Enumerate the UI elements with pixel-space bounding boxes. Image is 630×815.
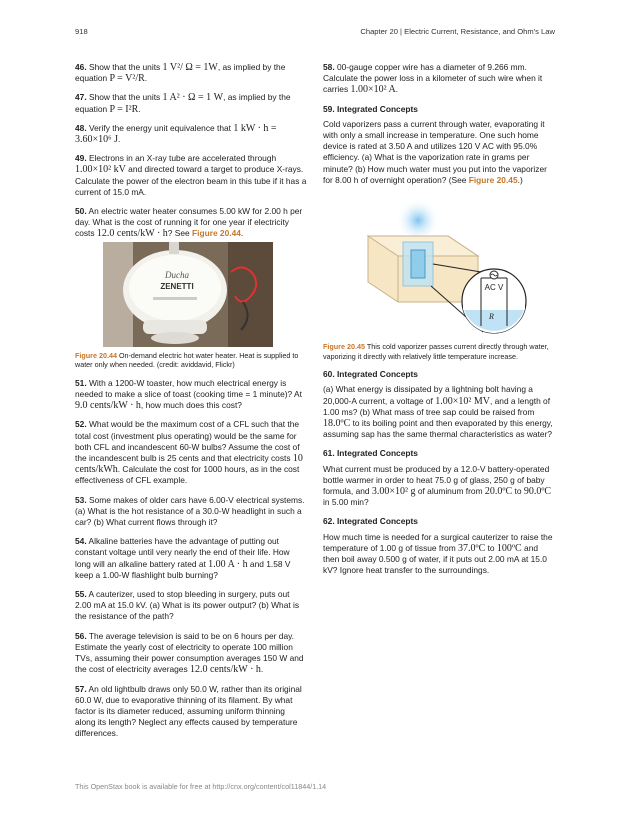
problem-52: 52. What would be the maximum cost of a CFL such that the total cost (investment plus operating) would be the same for both CFL and incandescent 60-W bulbs? Assume the cost of the incandescent bulb is 25 cents and that electricity costs 10 cents/kWh. Calculate the cost for 1000 hours, as in the cost effectiveness of CFL example.	[75, 419, 303, 486]
problem-58: 58. 00-gauge copper wire has a diameter of 9.266 mm. Calculate the power loss in a kilometer of such wire when it carries 1.00×10² A.	[323, 62, 543, 96]
vaporizer-diagram	[323, 194, 555, 336]
problem-49: 49. Electrons in an X-ray tube are accelerated through 1.00×10² kV and directed toward a target to produce X-rays. Calculate the power of the electron beam in this tube if it has a current of 15.0 mA.	[75, 153, 307, 197]
problem-56: 56. The average television is said to be on 6 hours per day. Estimate the yearly cost of electricity to operate 100 million TVs, assuming their power consumption averages 150 W and the cost of electricity averages 12.0 cents/kW · h.	[75, 630, 304, 676]
figure-20-45-link[interactable]: Figure 20.45	[468, 174, 518, 185]
left-column	[75, 62, 307, 748]
heater-brand-line2: ZENETTI	[160, 281, 194, 291]
water-heater-photo	[103, 242, 273, 347]
vaporizer-illustration	[323, 194, 555, 336]
problem-54: 54. Alkaline batteries have the advantage of putting out constant voltage until very nearly the end of their life. How long will an alkaline battery rated at 1.00 A · h and 1.58 V keep a 1.00-W flashlight bulb burning?	[75, 536, 291, 580]
problem-57: 57. An old lightbulb draws only 50.0 W, rather than its original 60.0 W, due to evaporative thinning of its filament. By what factor is its diameter reduced, assuming uniform thinning along its length? Neglect any effects caused by temperature differences.	[75, 683, 302, 739]
problem-50: 50. An electric water heater consumes 5.00 kW for 2.00 h per day. What is the cost of running it for one year if electricity costs 12.0 cents/kW · h? See Figure 20.44.	[75, 206, 303, 240]
problem-62: How much time is needed for a surgical cauterizer to raise the temperature of 1.00 g of tissue from 37.0ºC to 100ºC and then boil away 0.500 g of water, if it puts out 2.00 mA at 15.0 kV? Ignore heat transfer to the surroundings.	[323, 531, 553, 576]
problem-46: 46. Show that the units 1 V²/ Ω = 1W, as implied by the equation P = V²/R.	[75, 62, 286, 85]
heater-brand-line1: Ducha	[165, 269, 189, 280]
problem-61: What current must be produced by a 12.0-V battery-operated bottle warmer in order to heat 75.0 g of glass, 250 g of baby formula, and 3.00×10² g of aluminum from 20.0ºC to 90.0ºC in 5.00 min?	[323, 463, 552, 508]
ac-voltage-label: AC V	[484, 283, 504, 293]
problem-62-title: 62. Integrated Concepts	[323, 516, 418, 527]
problem-51: 51. With a 1200-W toaster, how much electrical energy is needed to make a slice of toast (cooking time = 1 minute)? At 9.0 cents/kW · h, how much does this cost?	[75, 377, 302, 412]
page-footer: This OpenStax book is available for free at http://cnx.org/content/col11844/1.14	[75, 782, 327, 791]
figure-20-45-caption: Figure 20.45 This cold vaporizer passes current directly through water, vaporizing it directly with relatively little temperature increase.	[323, 342, 549, 361]
problem-53: 53. Some makes of older cars have 6.00-V electrical systems. (a) What is the hot resistance of a 30.0-W headlight in such a car? (b) What current flows through it?	[75, 494, 305, 528]
problem-59: Cold vaporizers pass a current through water, evaporating it with only a small increase in temperature. One such home device is rated at 3.50 A and utilizes 120 V AC with 95.0% efficiency. (a) What is the vaporization rate in grams per minute? (b) How much water must you put into the vaporizer for 8.00 h of overnight operation? (See Figure 20.45.)	[323, 118, 547, 185]
problem-60: (a) What energy is dissipated by a lightning bolt having a 20,000-A current, a voltage of 1.00×10² MV, and a length of 1.00 ms? (b) What mass of tree sap could be raised from 18.0ºC to its boiling point and then evaporated by this energy, assuming sap has the same thermal characteristics as water?	[323, 384, 553, 440]
page-number: 918	[75, 27, 88, 36]
problem-59-title: 59. Integrated Concepts	[323, 103, 418, 114]
resistance-label: R	[489, 312, 494, 322]
chapter-header: Chapter 20 | Electric Current, Resistance, and Ohm's Law	[360, 27, 555, 36]
problem-48: 48. Verify the energy unit equivalence that 1 kW · h = 3.60×10⁶ J.	[75, 122, 277, 146]
problem-61-title: 61. Integrated Concepts	[323, 448, 418, 459]
problem-60-title: 60. Integrated Concepts	[323, 369, 418, 380]
problem-55: 55. A cauterizer, used to stop bleeding in surgery, puts out 2.00 mA at 15.0 kV. (a) What is its power output? (b) What is the resistance of the path?	[75, 589, 300, 622]
right-column	[323, 62, 555, 584]
problem-47: 47. Show that the units 1 A² · Ω = 1 W, as implied by the equation P = I²R.	[75, 92, 291, 115]
water-heater-illustration	[103, 242, 273, 347]
figure-20-44-link[interactable]: Figure 20.44	[192, 228, 241, 239]
figure-20-44-caption: Figure 20.44 On-demand electric hot water heater. Heat is supplied to water only when needed. (credit: aviddavid, Flickr)	[75, 350, 299, 370]
